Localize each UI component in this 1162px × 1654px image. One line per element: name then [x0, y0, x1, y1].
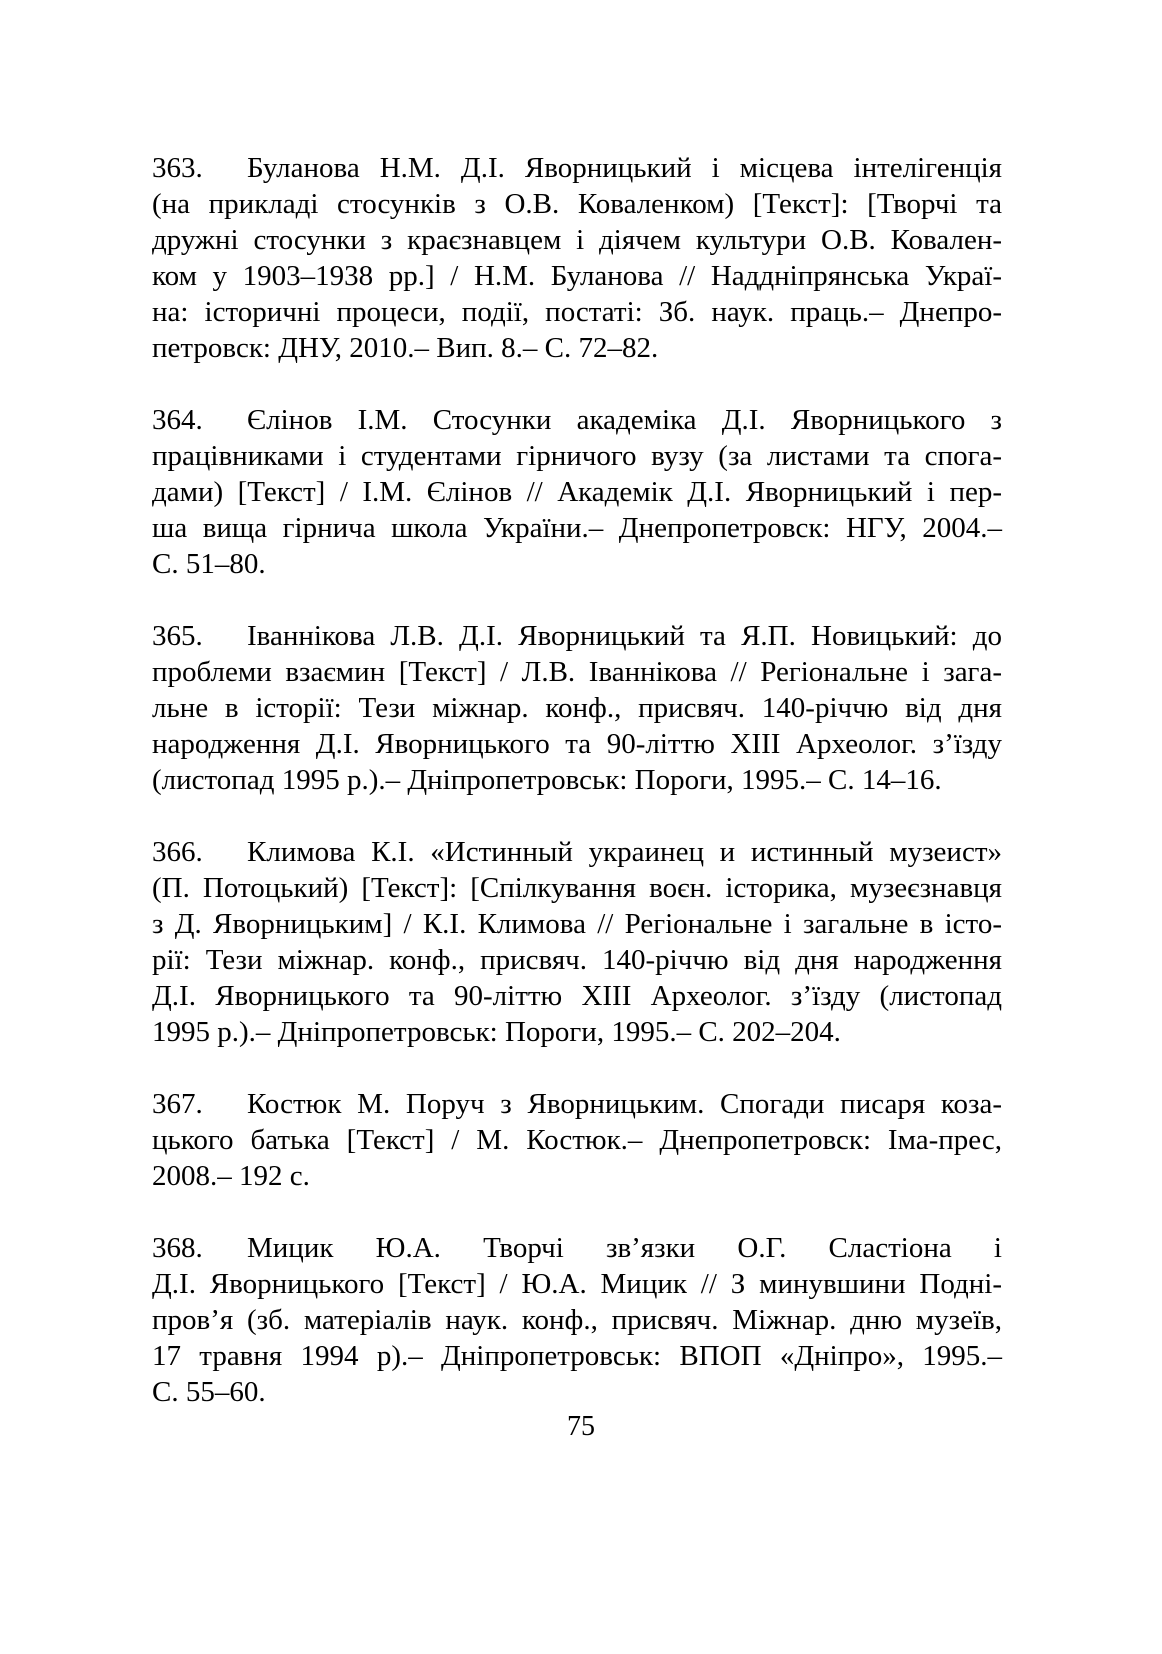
entry-line: 368. Мицик Ю.А. Творчі зв’язки О.Г. Сластіона і: [152, 1232, 1002, 1264]
entry-number: 368.: [152, 1232, 203, 1264]
entry-line: цького батька [Текст] / М. Костюк.– Днепропетровск: Іма-прес,: [152, 1124, 1002, 1156]
entry-line: народження Д.І. Яворницького та 90-літтю XIII Археолог. з’їзду: [152, 728, 1002, 760]
entry-line: льне в історії: Тези міжнар. конф., присвяч. 140-річчю від дня: [152, 692, 1002, 724]
bibliography-entry-365: [152, 618, 1002, 798]
entry-line: (на прикладі стосунків з О.В. Коваленком) [Текст]: [Творчі та: [152, 188, 1002, 220]
entry-line: 17 травня 1994 р).– Дніпропетровськ: ВПОП «Дніпро», 1995.–: [152, 1340, 1002, 1372]
entry-line: працівниками і студентами гірничого вузу (за листами та спога-: [152, 440, 1002, 472]
entry-number: 367.: [152, 1088, 203, 1120]
entry-number: 364.: [152, 404, 203, 436]
entry-line: 364. Єлінов І.М. Стосунки академіка Д.І. Яворницького з: [152, 404, 1002, 436]
bibliography-entry-367: [152, 1086, 1002, 1194]
entry-line: 365. Іваннікова Л.В. Д.І. Яворницький та Я.П. Новицький: до: [152, 620, 1002, 652]
entry-number: 365.: [152, 620, 203, 652]
bibliography-entry-368: [152, 1230, 1002, 1410]
entry-line: на: історичні процеси, події, постаті: Зб. наук. праць.– Днепро-: [152, 296, 1002, 328]
entry-line: ша вища гірнича школа України.– Днепропетровск: НГУ, 2004.–: [152, 512, 1002, 544]
entry-number: 366.: [152, 836, 203, 868]
entry-line: ком у 1903–1938 рр.] / Н.М. Буланова // Наддніпрянська Украї-: [152, 260, 1002, 292]
entry-line: 1995 р.).– Дніпропетровськ: Пороги, 1995.– С. 202–204.: [152, 1016, 841, 1048]
bibliography-entry-366: [152, 834, 1002, 1050]
entry-line: 366. Климова К.І. «Истинный украинец и истинный музеист»: [152, 836, 1002, 868]
entry-line: проблеми взаємин [Текст] / Л.В. Іваннікова // Регіональне і зага-: [152, 656, 1002, 688]
entry-line: петровск: ДНУ, 2010.– Вип. 8.– С. 72–82.: [152, 332, 659, 364]
entry-line: (листопад 1995 р.).– Дніпропетровськ: Пороги, 1995.– С. 14–16.: [152, 764, 942, 796]
page-number: 75: [567, 1411, 595, 1442]
entry-line: дружні стосунки з краєзнавцем і діячем культури О.В. Ковален-: [152, 224, 1002, 256]
entry-line: дами) [Текст] / І.М. Єлінов // Академік Д.І. Яворницький і пер-: [152, 476, 1002, 508]
bibliography-list: [152, 150, 1002, 1446]
entry-number: 363.: [152, 152, 203, 184]
bibliography-entry-364: [152, 402, 1002, 582]
entry-line: С. 55–60.: [152, 1376, 266, 1408]
entry-line: (П. Потоцький) [Текст]: [Спілкування воєн. історика, музеєзнавця: [152, 872, 1002, 904]
entry-line: 363. Буланова Н.М. Д.І. Яворницький і місцева інтелігенція: [152, 152, 1002, 184]
entry-line: С. 51–80.: [152, 548, 266, 580]
entry-line: з Д. Яворницьким] / К.І. Климова // Регіональне і загальне в істо-: [152, 908, 1002, 940]
entry-line: 2008.– 192 с.: [152, 1160, 310, 1192]
entry-line: пров’я (зб. матеріалів наук. конф., присвяч. Міжнар. дню музеїв,: [152, 1304, 1002, 1336]
entry-line: 367. Костюк М. Поруч з Яворницьким. Спогади писаря коза-: [152, 1088, 1002, 1120]
entry-line: рії: Тези міжнар. конф., присвяч. 140-річчю від дня народження: [152, 944, 1002, 976]
bibliography-entry-363: [152, 150, 1002, 366]
entry-line: Д.І. Яворницького та 90-літтю XIII Археолог. з’їзду (листопад: [152, 980, 1002, 1012]
entry-line: Д.І. Яворницького [Текст] / Ю.А. Мицик // З минувшини Подні-: [152, 1268, 1002, 1300]
